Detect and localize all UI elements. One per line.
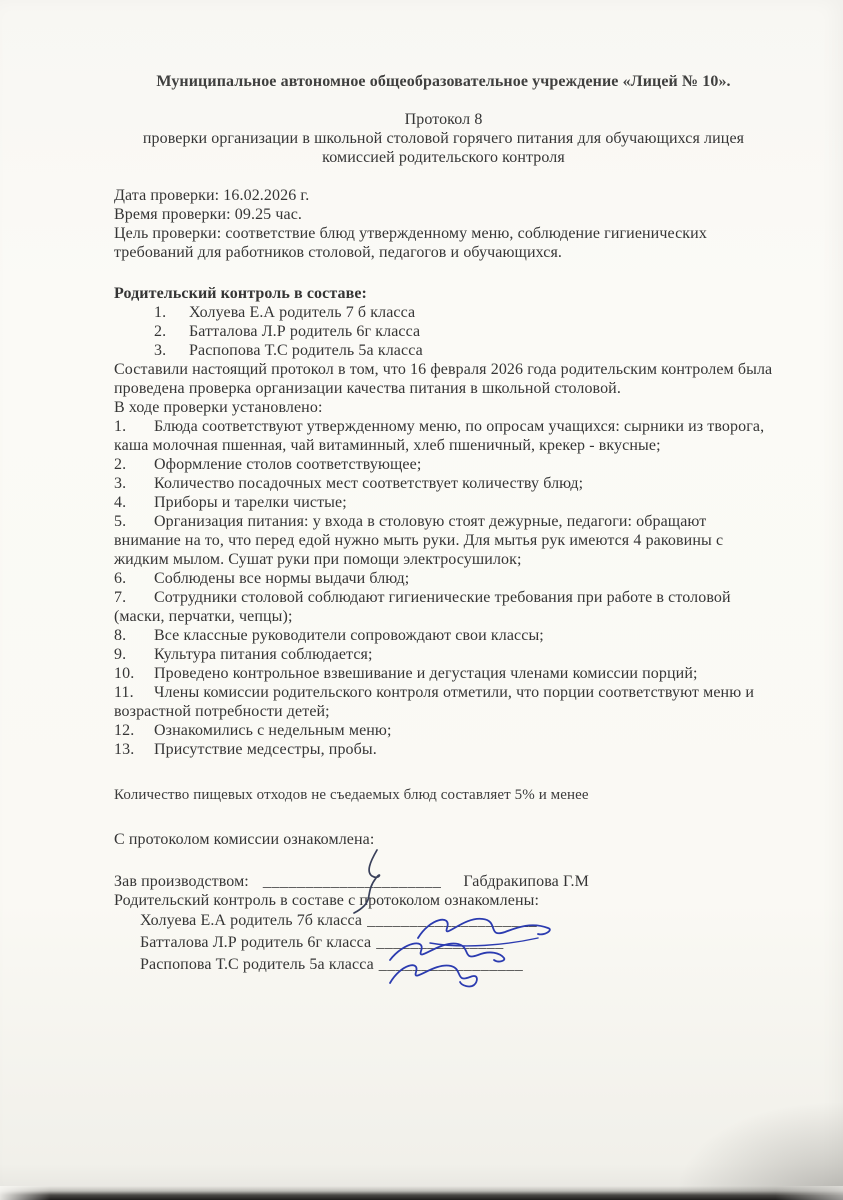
committee-member-number: 1. [154,304,167,321]
finding-number: 3. [114,475,127,492]
inspection-meta [114,186,773,262]
finding-number: 7. [114,589,127,606]
finding-item-3 [114,474,773,493]
finding-number: 8. [114,627,127,644]
findings-lead: В ходе проверки установлено: [114,399,323,416]
finding-item-5 [114,512,773,569]
finding-item-6 [114,569,773,588]
finding-number: 13. [114,741,135,758]
manager-signature-line [114,872,773,891]
finding-item-8 [114,626,773,645]
finding-item-13 [114,740,773,759]
finding-text: Соблюдены все нормы выдачи блюд; [154,570,410,587]
ack-line-battalova [114,932,773,954]
finding-text: Количество посадочных мест соответствует количеству блюд; [154,475,584,492]
finding-item-7 [114,588,773,626]
doc-subtitle-line2: комиссией родительского контроля [322,149,565,166]
ack-line-raspopova [114,954,773,976]
org-name: Муниципальное автономное общеобразовательное учреждение «Лицей № 10». [156,73,731,90]
finding-item-12 [114,721,773,740]
finding-text: Блюда соответствуют утвержденному меню, по опросам учащихся: сырники из творога, каша молочная пшенная, чай витаминный, хлеб пшеничный, крекер - вкусные; [114,418,765,454]
finding-text: Культура питания соблюдается; [154,646,373,663]
waste-note: Количество пищевых отходов не съедаемых блюд составляет 5% и менее [114,787,589,803]
finding-number: 5. [114,513,127,530]
finding-item-2 [114,455,773,474]
finding-text: Все классные руководители сопровождают свои классы; [154,627,544,644]
finding-number: 6. [114,570,127,587]
committee-member-2 [114,322,773,341]
signature-block [114,872,773,976]
ack-line-kholueva [114,910,773,932]
doc-title: Протокол 8 [404,111,483,128]
committee-member-text: Распопова Т.С родитель 5а класса [189,342,423,359]
committee-member-text: Холуева Е.А родитель 7 б класса [189,304,416,321]
ack-underline: ____________________ [367,912,538,929]
finding-item-9 [114,645,773,664]
ack-name: Холуева Е.А родитель 7б класса [140,912,363,929]
committee-member-3 [114,341,773,360]
ack-name: Распопова Т.С родитель 5а класса [140,956,374,973]
inspection-time: Время проверки: 09.25 час. [114,206,303,223]
ack-lead-line [114,891,773,910]
finding-text: Сотрудники столовой соблюдают гигиенические требования при работе в столовой (маски, перчатки, чепцы); [114,589,731,625]
doc-subtitle [114,129,773,167]
committee-heading: Родительский контроль в составе: [114,285,367,302]
finding-text: Оформление столов соответствующее; [154,456,422,473]
scanner-edge [0,1186,843,1200]
manager-name: Габдракипова Г.М [463,873,589,890]
manager-label: Зав производством: [114,873,249,890]
finding-number: 10. [114,665,135,682]
inspection-purpose: Цель проверки: соответствие блюд утвержденному меню, соблюдение гигиенических требований для работников столовой, педагогов и обучающихся. [114,225,707,261]
ack-underline: _______________ [376,934,504,951]
finding-number: 9. [114,646,127,663]
ack-lead-text: Родительский контроль в составе с протоколом ознакомлены: [114,892,540,909]
ack-name: Батталова Л.Р родитель 6г класса [140,934,372,951]
finding-item-1 [114,417,773,455]
finding-item-11 [114,683,773,721]
finding-number: 2. [114,456,127,473]
scanner-shadow [663,1094,843,1194]
ack-heading: С протоколом комиссии ознакомлена: [114,831,375,848]
inspection-date: Дата проверки: 16.02.2026 г. [114,187,310,204]
finding-text: Проведено контрольное взвешивание и дегустация членами комиссии порций; [154,665,698,682]
finding-number: 4. [114,494,127,511]
committee-member-number: 2. [154,323,167,340]
doc-subtitle-line1: проверки организации в школьной столовой горячего питания для обучающихся лицея [142,130,745,147]
finding-text: Члены комиссии родительского контроля отметили, что порции соответствуют меню и возрастной потребности детей; [114,684,755,720]
committee-member-number: 3. [154,342,167,359]
protocol-intro: Составили настоящий протокол в том, что 16 февраля 2026 года родительским контролем была проведена проверка организации качества питания в школьной столовой. [114,361,773,397]
committee-member-text: Батталова Л.Р родитель 6г класса [189,323,421,340]
finding-text: Приборы и тарелки чистые; [154,494,347,511]
finding-text: Ознакомились с недельным меню; [154,722,392,739]
finding-item-4 [114,493,773,512]
finding-text: Присутствие медсестры, пробы. [154,741,377,758]
finding-item-10 [114,664,773,683]
ack-underline: _________________ [378,956,524,973]
committee-member-1 [114,303,773,322]
finding-number: 12. [114,722,135,739]
finding-text: Организация питания: у входа в столовую стоят дежурные, педагоги: обращают внимание на то, что перед едой нужно мыть руки. Для мытья рук имеются 4 раковины с жидким мылом. Сушат руки при помощи электросушилок; [114,513,724,568]
finding-number: 11. [114,684,134,701]
finding-number: 1. [114,418,127,435]
manager-signature-underline: _____________________ [262,873,442,890]
